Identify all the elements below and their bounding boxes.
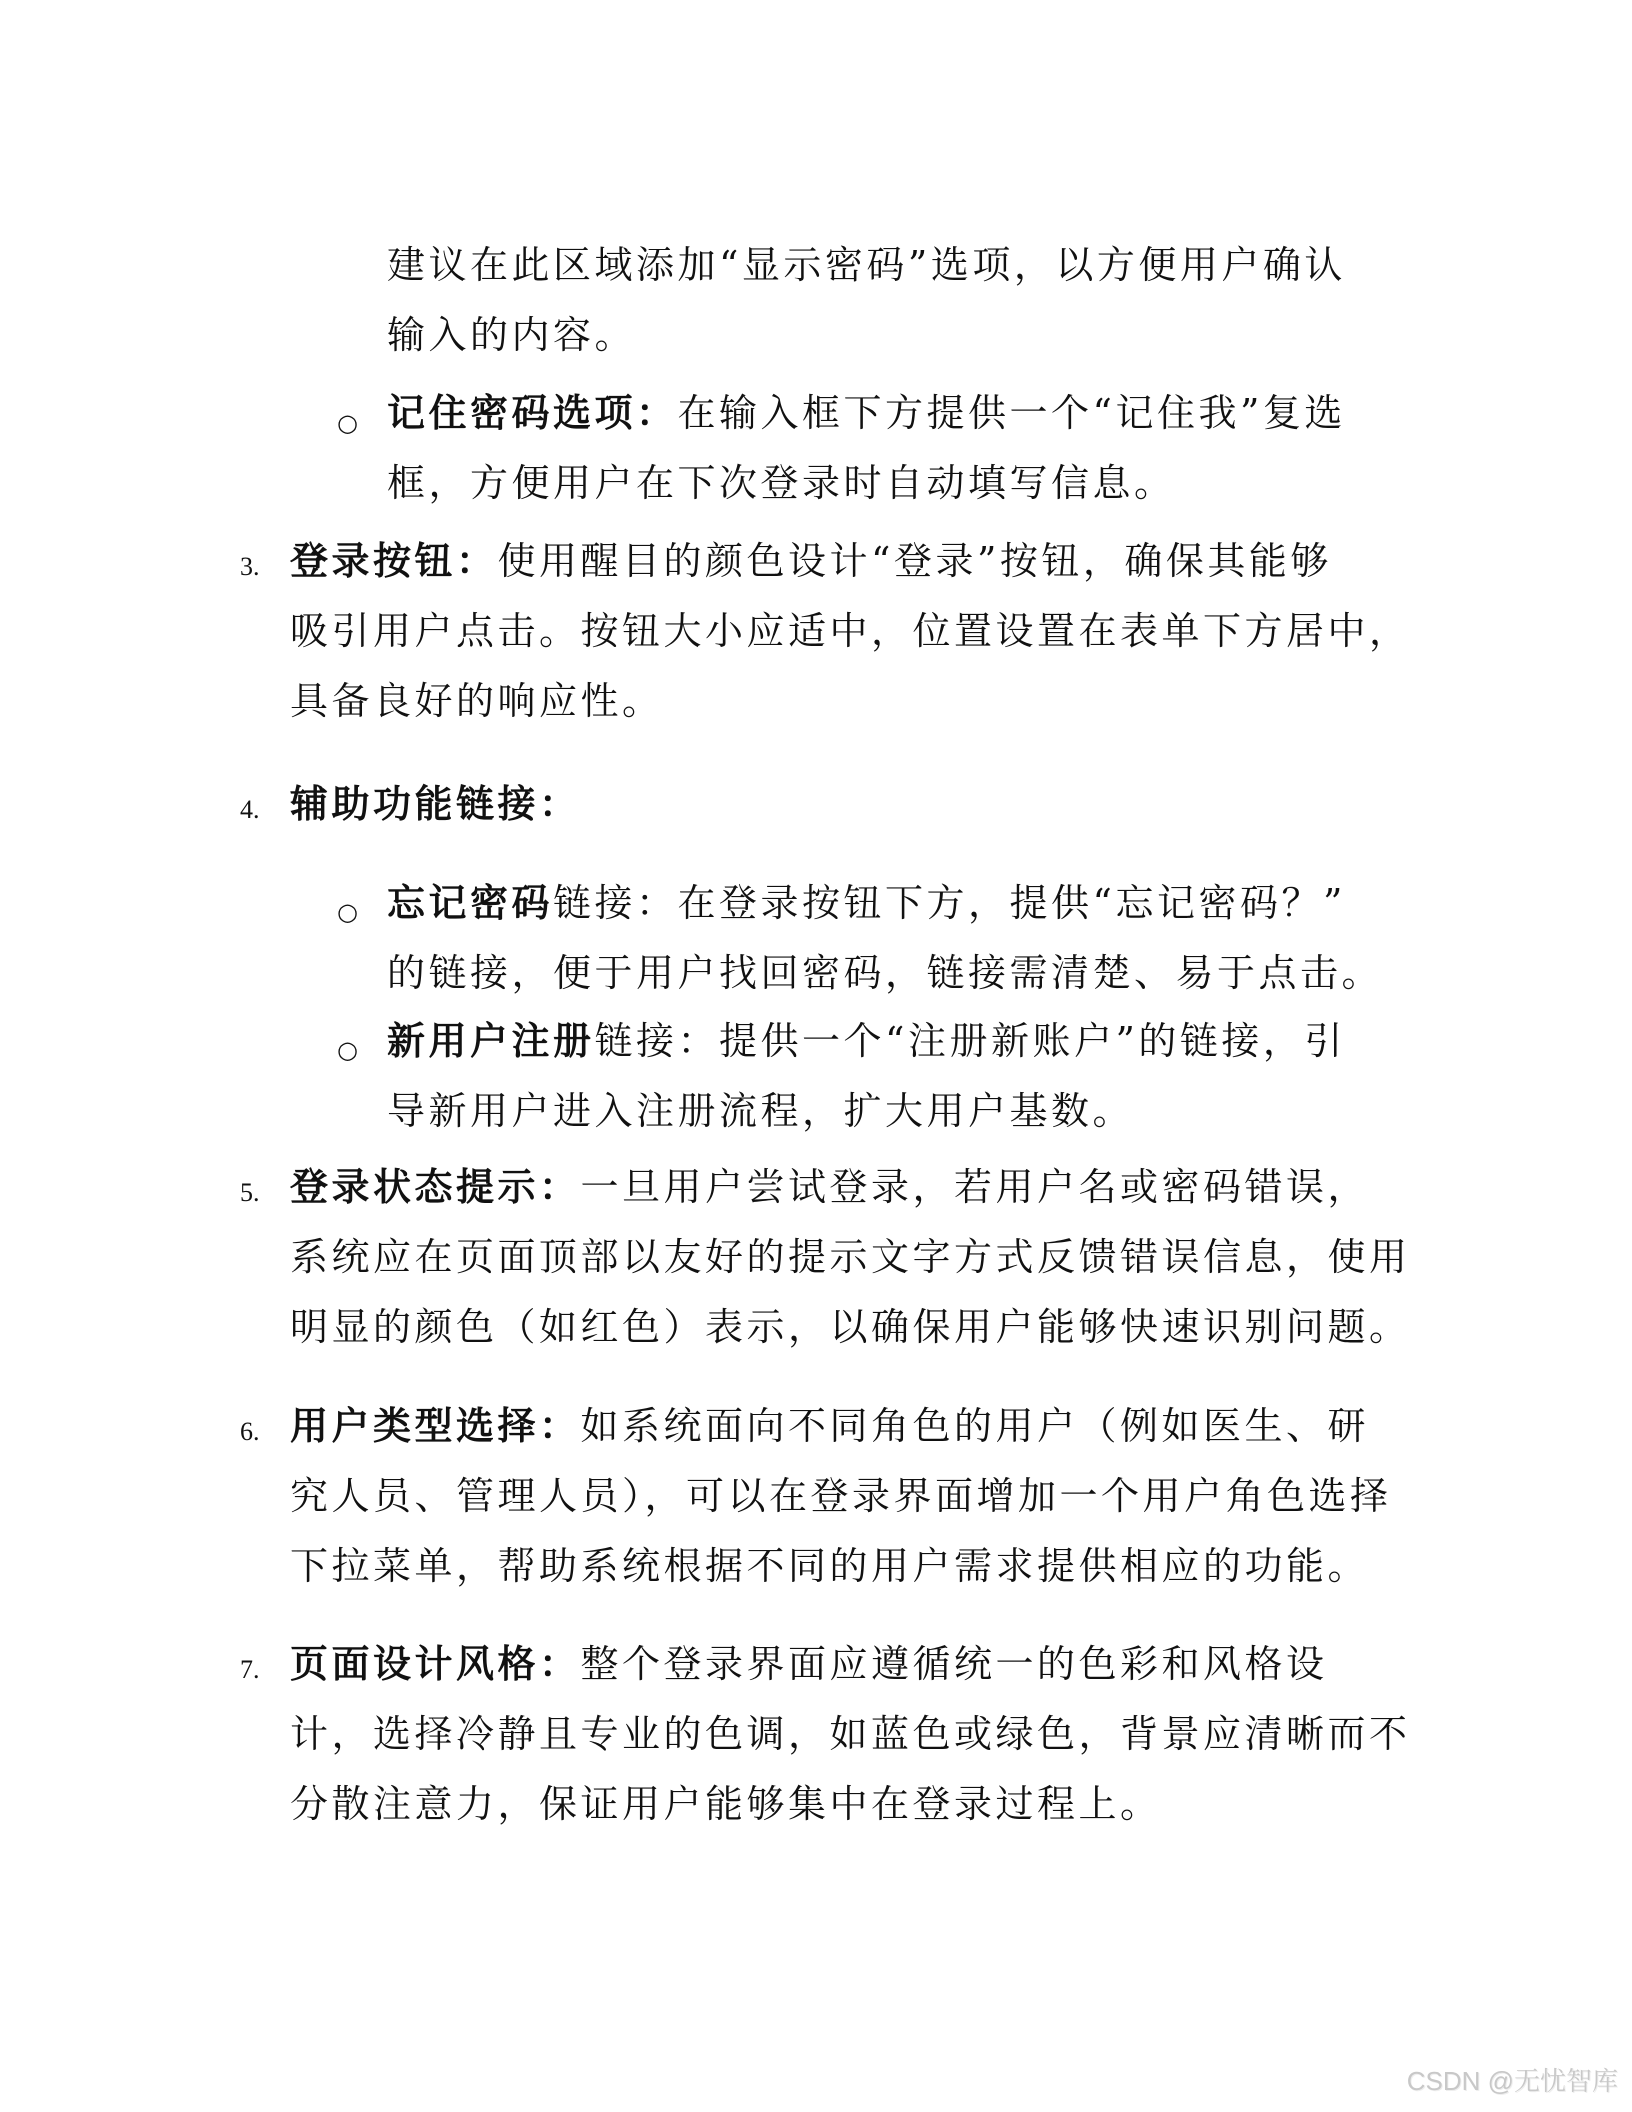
list-item-text-line: 吸引用户点击。按钮大小应适中，位置设置在表单下方居中， [290, 609, 1411, 653]
list-item-title: 登录按钮： [290, 538, 498, 583]
sub-item-new-user-register [387, 1017, 1346, 1065]
sub-item-forgot-password [387, 879, 1346, 927]
list-item-title: 辅助功能链接： [290, 781, 581, 826]
sub-item-text: 链接：在登录按钮下方，提供“忘记密码？” [553, 881, 1346, 925]
list-item-title: 页面设计风格： [290, 1641, 581, 1686]
list-number: 6. [240, 1417, 260, 1446]
sub-item-text-line: 的链接，便于用户找回密码，链接需清楚、易于点击。 [387, 951, 1384, 995]
sub-item-title: 忘记密码 [387, 880, 554, 925]
sub-item-text: 在输入框下方提供一个“记住我”复选 [677, 391, 1346, 435]
list-item-title: 用户类型选择： [290, 1403, 581, 1448]
list-item-title: 登录状态提示： [290, 1164, 581, 1209]
sub-item-title: 新用户注册 [387, 1018, 595, 1063]
list-number: 5. [240, 1178, 260, 1207]
hollow-circle-bullet-icon: ○ [337, 409, 358, 437]
list-item-text-line: 具备良好的响应性。 [290, 679, 664, 723]
list-number: 7. [240, 1655, 260, 1684]
list-item-auxiliary-links [290, 780, 581, 828]
list-item-text-line: 计，选择冷静且专业的色调，如蓝色或绿色，背景应清晰而不 [290, 1712, 1411, 1756]
list-item-login-status [290, 1163, 1369, 1211]
list-item-text: 整个登录界面应遵循统一的色彩和风格设 [580, 1642, 1328, 1686]
list-item-text-line: 明显的颜色（如红色）表示，以确保用户能够快速识别问题。 [290, 1305, 1411, 1349]
sub-item-text-line: 框，方便用户在下次登录时自动填写信息。 [387, 461, 1176, 505]
list-item-text-line: 系统应在页面顶部以友好的提示文字方式反馈错误信息，使用 [290, 1235, 1411, 1279]
sub-item-title: 记住密码选项： [387, 390, 678, 435]
list-item-text: 使用醒目的颜色设计“登录”按钮，确保其能够 [497, 539, 1332, 583]
list-item-user-type [290, 1402, 1369, 1450]
hollow-circle-bullet-icon: ○ [337, 898, 358, 926]
list-item-text-line: 分散注意力，保证用户能够集中在登录过程上。 [290, 1782, 1162, 1826]
list-number: 4. [240, 795, 260, 824]
list-item-text-line: 究人员、管理人员），可以在登录界面增加一个用户角色选择 [290, 1474, 1392, 1518]
list-item-login-button [290, 537, 1332, 585]
list-item-text-line: 下拉菜单，帮助系统根据不同的用户需求提供相应的功能。 [290, 1544, 1370, 1588]
list-item-text: 一旦用户尝试登录，若用户名或密码错误， [580, 1165, 1370, 1209]
list-item-text: 如系统面向不同角色的用户（例如医生、研 [580, 1404, 1370, 1448]
sub-item-text: 链接：提供一个“注册新账户”的链接，引 [594, 1019, 1346, 1063]
continuation-line-2: 输入的内容。 [387, 313, 637, 357]
continuation-line-1: 建议在此区域添加“显示密码”选项，以方便用户确认 [387, 243, 1346, 287]
sub-item-text-line: 导新用户进入注册流程，扩大用户基数。 [387, 1089, 1135, 1133]
sub-item-remember-password [387, 389, 1346, 437]
list-item-page-style [290, 1640, 1328, 1688]
watermark: CSDN @无忧智库 [1406, 2066, 1618, 2096]
list-number: 3. [240, 552, 260, 581]
hollow-circle-bullet-icon: ○ [337, 1036, 358, 1064]
